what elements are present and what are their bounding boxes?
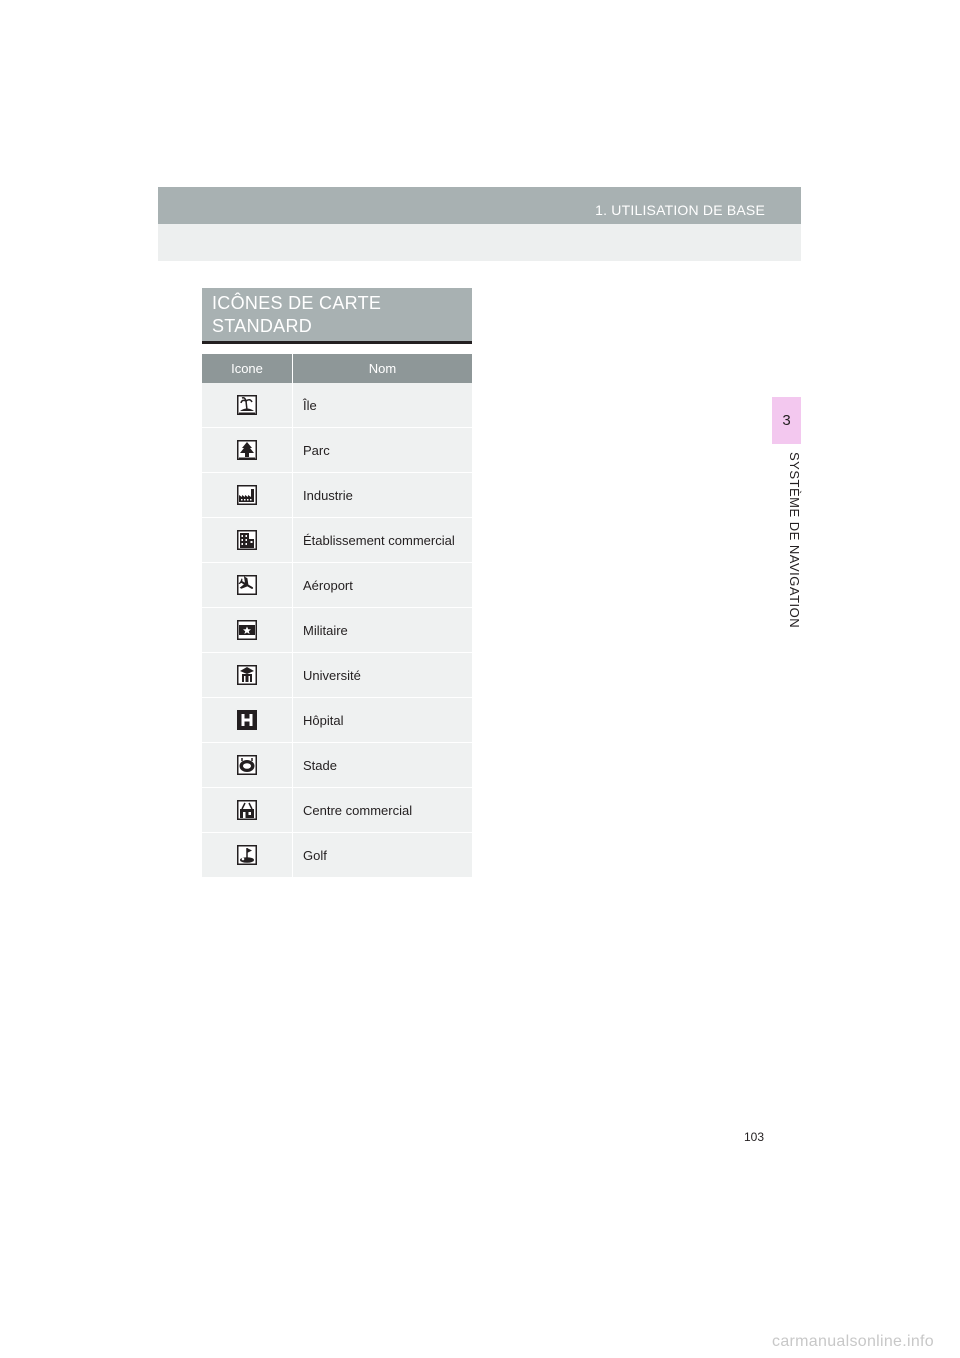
table-row	[202, 653, 472, 698]
watermark: carmanualsonline.info	[772, 1333, 934, 1350]
table-row	[202, 428, 472, 473]
stadium-icon	[237, 755, 257, 775]
island-icon	[237, 395, 257, 415]
header-sub-band	[158, 224, 801, 261]
icon-name: Golf	[293, 833, 473, 878]
chapter-number: 3	[782, 412, 791, 429]
section-title: ICÔNES DE CARTE STANDARD	[212, 293, 382, 336]
table-row	[202, 518, 472, 563]
hospital-icon	[237, 710, 257, 730]
table-header-row	[202, 354, 472, 383]
chapter-number-tab	[772, 397, 801, 444]
chapter-side-label: SYSTÈME DE NAVIGATION	[787, 452, 802, 629]
icon-name: Stade	[293, 743, 473, 788]
chapter-section-title: 1. UTILISATION DE BASE	[595, 202, 765, 218]
icon-name: Université	[293, 653, 473, 698]
icon-name: Hôpital	[293, 698, 473, 743]
column-header-name: Nom	[293, 354, 473, 383]
table-row	[202, 788, 472, 833]
column-header-icon: Icone	[202, 354, 293, 383]
icon-name: Aéroport	[293, 563, 473, 608]
page-number: 103	[744, 1130, 765, 1144]
park-icon	[237, 440, 257, 460]
industry-icon	[237, 485, 257, 505]
icon-name: Parc	[293, 428, 473, 473]
icon-name: Centre commercial	[293, 788, 473, 833]
shopping-center-icon	[237, 800, 257, 820]
icon-name: Île	[293, 383, 473, 428]
map-icons-table	[202, 354, 472, 878]
table-row	[202, 743, 472, 788]
table-row	[202, 563, 472, 608]
icon-name: Établissement commercial	[293, 518, 473, 563]
airport-icon	[237, 575, 257, 595]
table-row	[202, 833, 472, 878]
icon-name: Industrie	[293, 473, 473, 518]
university-icon	[237, 665, 257, 685]
chapter-header-bar	[158, 187, 801, 224]
military-icon	[237, 620, 257, 640]
golf-icon	[237, 845, 257, 865]
section-heading	[202, 288, 472, 344]
table-row	[202, 473, 472, 518]
commercial-building-icon	[237, 530, 257, 550]
table-row	[202, 383, 472, 428]
table-row	[202, 608, 472, 653]
icon-name: Militaire	[293, 608, 473, 653]
table-row	[202, 698, 472, 743]
